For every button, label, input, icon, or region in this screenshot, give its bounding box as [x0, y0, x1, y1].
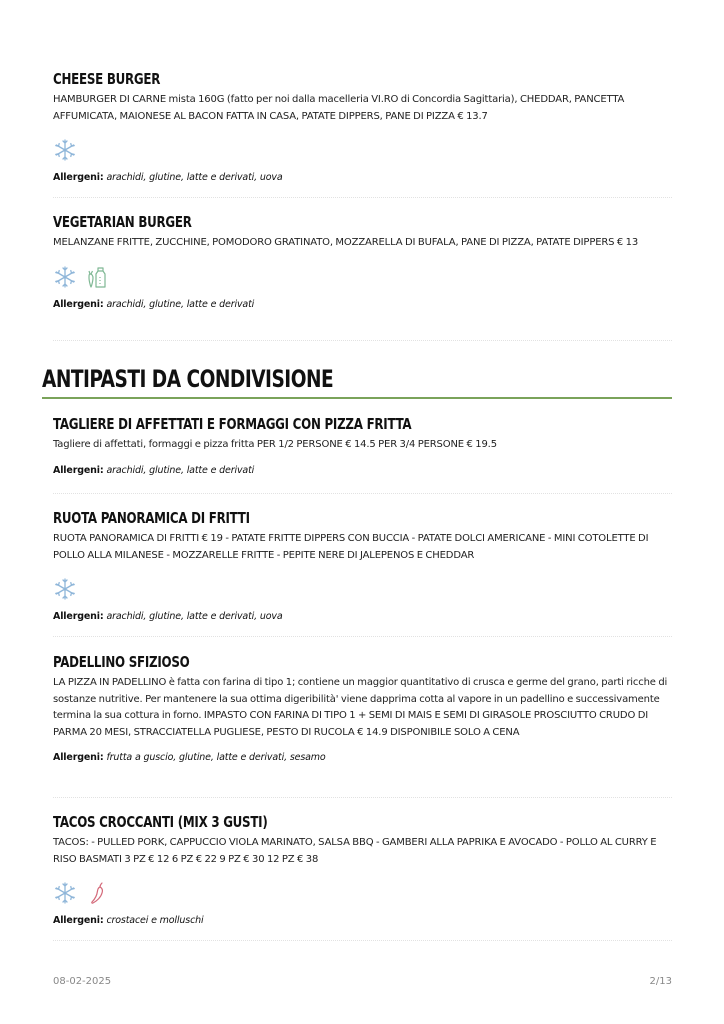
allergens-list: arachidi, glutine, latte e derivati, uova — [106, 172, 283, 183]
chili-pepper-icon — [85, 881, 109, 905]
vegetarian-icon — [85, 265, 109, 289]
item-icons — [53, 264, 673, 290]
item-separator — [53, 940, 672, 941]
item-description: Tagliere di affettati, formaggi e pizza fritta PER 1/2 PERSONE € 14.5 PER 3/4 PERSONE € 19.5 — [53, 439, 497, 450]
snowflake-icon — [53, 577, 77, 601]
item-separator — [53, 493, 672, 494]
allergens-list: arachidi, glutine, latte e derivati — [106, 464, 255, 476]
item-description: LA PIZZA IN PADELLINO è fatta con farina di tipo 1; contiene un maggior quantitativo di crusca e germe del grano, parti ricche di sostanze nutritive. Per mantenere la sua ottima digeribilità' viene dapprima cotta al vapore in un padellino e successivamente termina la sua cottura in forno. IMPASTO CON FARINA DI TIPO 1 + SEMI DI MAIS E SEMI DI GIRASOLE PROSCIUTTO CRUDO DI PARMA 20 MESI, STRACCIATELLA PUGLIESE, PESTO DI RUCOLA € 14.9 DISPONIBILE SOLO A CENA — [53, 677, 668, 738]
item-title: TAGLIERE DI AFFETTATI E FORMAGGI CON PIZZA FRITTA — [53, 415, 412, 433]
footer-date: 08-02-2025 — [53, 976, 112, 987]
allergens: Allergeni: arachidi, glutine, latte e derivati, uova — [53, 172, 283, 183]
item-description: MELANZANE FRITTE, ZUCCHINE, POMODORO GRATINATO, MOZZARELLA DI BUFALA, PANE DI PIZZA, PATATE DIPPERS € 13 — [53, 237, 639, 248]
snowflake-icon — [53, 881, 77, 905]
item-description: RUOTA PANORAMICA DI FRITTI € 19 - PATATE FRITTE DIPPERS CON BUCCIA - PATATE DOLCI AMERICANE - MINI COTOLETTE DI POLLO ALLA MILANESE - MOZZARELLE FRITTE - PEPITE NERE DI JALEPENOS E CHEDDAR — [53, 533, 649, 561]
allergens-list: arachidi, glutine, latte e derivati, uova — [106, 611, 283, 622]
item-separator — [53, 636, 672, 637]
item-icons — [53, 880, 673, 906]
menu-item-ruota-panoramica — [53, 508, 673, 624]
item-icons — [53, 576, 673, 602]
item-description: TACOS: - PULLED PORK, CAPPUCCIO VIOLA MARINATO, SALSA BBQ - GAMBERI ALLA PAPRIKA E AVOCADO - POLLO AL CURRY E RISO BASMATI 3 PZ € 12 6 PZ € 22 9 PZ € 30 12 PZ € 38 — [53, 837, 657, 865]
section-title: ANTIPASTI DA CONDIVISIONE — [42, 365, 334, 393]
allergens-list: crostacei e molluschi — [106, 915, 204, 926]
allergens: Allergeni: crostacei e molluschi — [53, 915, 204, 926]
allergens: Allergeni: arachidi, glutine, latte e derivati — [53, 464, 255, 476]
item-title: CHEESE BURGER — [53, 70, 161, 88]
snowflake-icon — [53, 138, 77, 162]
allergens: Allergeni: arachidi, glutine, latte e derivati, uova — [53, 611, 283, 622]
item-title: TACOS CROCCANTI (MIX 3 GUSTI) — [53, 813, 268, 831]
item-description: HAMBURGER DI CARNE mista 160G (fatto per noi dalla macelleria VI.RO di Concordia Sagittaria), CHEDDAR, PANCETTA AFFUMICATA, MAIONESE AL BACON FATTA IN CASA, PATATE DIPPERS, PANE DI PIZZA € 13.7 — [53, 94, 625, 122]
allergens: Allergeni: arachidi, glutine, latte e derivati — [53, 298, 255, 310]
allergens: Allergeni: frutta a guscio, glutine, latte e derivati, sesamo — [53, 752, 326, 763]
section-divider — [42, 397, 672, 399]
item-separator — [53, 340, 672, 341]
allergens-list: frutta a guscio, glutine, latte e derivati, sesamo — [106, 752, 326, 763]
menu-item-padellino-sfizioso — [53, 652, 673, 765]
menu-item-cheese-burger — [53, 69, 673, 185]
menu-item-tacos-croccanti — [53, 812, 673, 928]
footer-page-number: 2/13 — [649, 976, 672, 987]
item-separator — [53, 797, 672, 798]
item-title: RUOTA PANORAMICA DI FRITTI — [53, 509, 250, 527]
snowflake-icon — [53, 265, 77, 289]
item-title: VEGETARIAN BURGER — [53, 213, 192, 231]
menu-item-vegetarian-burger — [53, 212, 673, 312]
item-title: PADELLINO SFIZIOSO — [53, 653, 190, 671]
allergens-list: arachidi, glutine, latte e derivati — [106, 298, 255, 310]
menu-item-tagliere — [53, 414, 673, 478]
item-icons — [53, 137, 673, 163]
item-separator — [53, 197, 672, 198]
